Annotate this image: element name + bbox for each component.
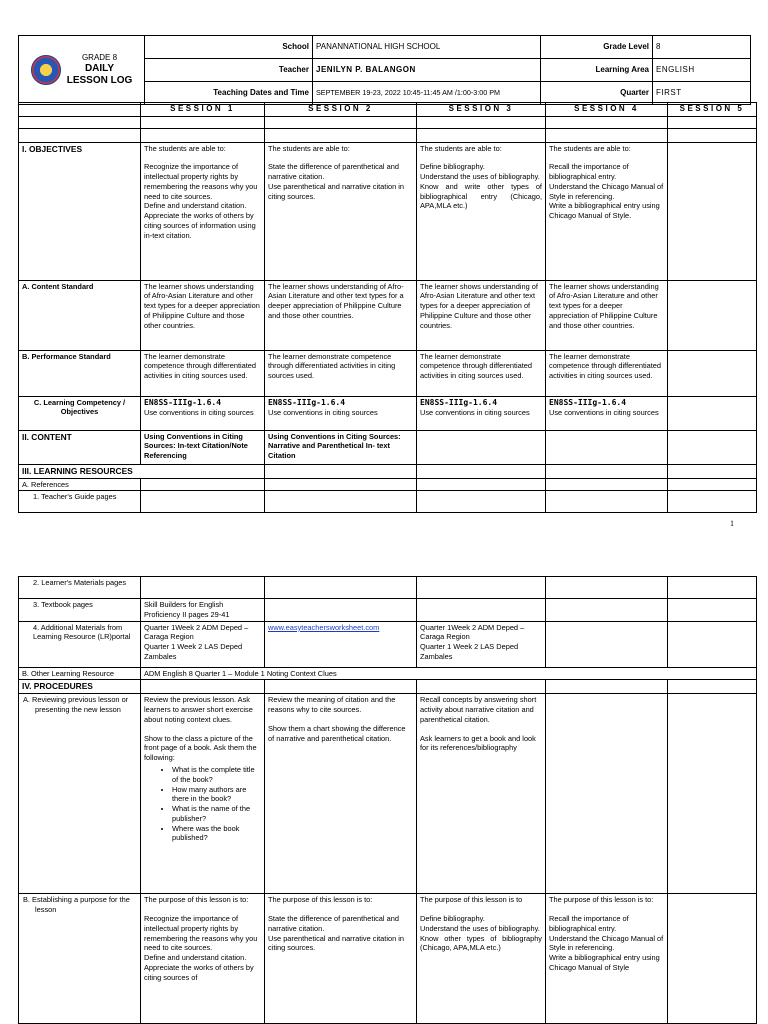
competency-s2: EN8SS-IIIg-1.6.4 Use conventions in citing sources — [265, 396, 417, 430]
competency-s4: EN8SS-IIIg-1.6.4 Use conventions in citing sources — [546, 396, 668, 430]
procedure-b-s1: The purpose of this lesson is to: Recognize the importance of intellectual property rights by remembering the reasons why you need to cite sources. Define and understand citation. Appreciate the works of others by citing sources of — [141, 894, 265, 1024]
dates-label: Teaching Dates and Time — [145, 82, 313, 105]
objectives-label: I. OBJECTIVES — [19, 142, 141, 280]
learning-area-label: Learning Area — [541, 59, 653, 82]
session-4-header: SESSION 4 — [546, 103, 668, 117]
header-logo-cell — [19, 36, 145, 105]
procedure-b-s2: The purpose of this lesson is to: State the difference of parenthetical and narrative citation. Use parenthetical and narrative citation in citing sources. — [265, 894, 417, 1024]
performance-standard-s2: The learner demonstrate competence through differentiated activities in citing sources used. — [265, 350, 417, 396]
competency-s1: EN8SS-IIIg-1.6.4 Use conventions in citing sources — [141, 396, 265, 430]
quarter-label: Quarter — [541, 82, 653, 105]
quarter-value: FIRST — [653, 82, 751, 105]
title-daily: DAILY — [84, 62, 115, 74]
performance-standard-s1: The learner demonstrate competence through differentiated activities in citing sources used. — [141, 350, 265, 396]
additional-s2 — [265, 621, 417, 667]
easyteachersworksheet-link[interactable]: www.easyteachersworksheet.com — [268, 622, 380, 632]
grade-level-value: 8 — [653, 36, 751, 59]
competency-s3: EN8SS-IIIg-1.6.4 Use conventions in citing sources — [417, 396, 546, 430]
procedure-b-label: B. Establishing a purpose for the lesson — [19, 894, 141, 1024]
procedure-a-label: A. Reviewing previous lesson or presenting the new lesson — [19, 694, 141, 894]
teacher-value: JENILYN P. BALANGON — [313, 59, 541, 82]
learning-resources-label: III. LEARNING RESOURCES — [19, 464, 265, 478]
objectives-s3: The students are able to: Define bibliography. Understand the uses of bibliography. Know and write other types of bibliographical entry (Chicago, APA,MLA etc.) — [417, 142, 546, 280]
content-standard-s4: The learner shows understanding of Afro-Asian Literature and other text types for a deeper appreciation of Philippine Culture and those other countries. — [546, 280, 668, 350]
additional-s1: Quarter 1Week 2 ADM Deped – Caraga Region Quarter 1 Week 2 LAS Deped Zambales — [141, 621, 265, 667]
other-resource-label: B. Other Learning Resource — [19, 667, 141, 680]
objectives-s1: The students are able to: Recognize the importance of intellectual property rights by remembering the reasons why you need to cite sources. Define and understand citation. Appreciate the works of others by citing sources of information using in-text citation. — [141, 142, 265, 280]
content-s1: Using Conventions in Citing Sources: In-text Citation/Note Referencing — [141, 430, 265, 464]
objectives-s4: The students are able to: Recall the importance of bibliographical entry. Understand the Chicago Manual of Style in referencing. Write a bibliographical entry using Chicago Manual of Style. — [546, 142, 668, 280]
procedure-a-s2: Review the meaning of citation and the reasons why to cite sources. Show them a chart showing the difference of narrative and parenthetical citation. — [265, 694, 417, 894]
other-resource-s1: ADM English 8 Quarter 1 – Module 1 Noting Context Clues — [141, 667, 757, 680]
session-3-header: SESSION 3 — [417, 103, 546, 117]
dates-value: SEPTEMBER 19-23, 2022 10:45-11:45 AM /1:00-3:00 PM — [313, 82, 541, 105]
content-label: II. CONTENT — [19, 430, 141, 464]
teachers-guide-label: 1. Teacher's Guide pages — [19, 491, 141, 513]
procedure-a-s1: Review the previous lesson. Ask learners to answer short exercise about noting context clues. Show to the class a picture of the front page of a book. Ask them the following: • What is the complete title of the book? • How many authors are there in the book? • What is the name of the publisher? • Where was the book published? — [141, 694, 265, 894]
page-number: 1 — [730, 519, 734, 528]
content-standard-label: A. Content Standard — [19, 280, 141, 350]
lesson-table-page2 — [18, 576, 757, 1024]
additional-materials-label: 4. Additional Materials from Learning Resource (LR)portal — [19, 621, 141, 667]
performance-standard-s4: The learner demonstrate competence through differentiated activities in citing sources used. — [546, 350, 668, 396]
title-lesson-log: LESSON LOG — [66, 75, 133, 86]
session-5-header: SESSION 5 — [668, 103, 757, 117]
question-list: • What is the complete title of the book? • How many authors are there in the book? • What is the name of the publisher? • Where was the book published? — [144, 765, 261, 843]
lesson-table-page1 — [18, 102, 757, 513]
session-2-header: SESSION 2 — [265, 103, 417, 117]
teacher-label: Teacher — [145, 59, 313, 82]
procedures-label: IV. PROCEDURES — [19, 680, 141, 694]
grade-level-label: Grade Level — [541, 36, 653, 59]
textbook-s1: Skill Builders for English Proficiency II pages 29-41 — [141, 599, 265, 622]
competency-label: C. Learning Competency / Objectives — [19, 396, 141, 430]
learners-materials-label: 2. Learner's Materials pages — [19, 577, 141, 599]
procedure-b-s3: The purpose of this lesson is to Define bibliography. Understand the uses of bibliography. Know other types of bibliography (Chicago, APA,MLA etc.) — [417, 894, 546, 1024]
learning-area-value: ENGLISH — [653, 59, 751, 82]
performance-standard-label: B. Performance Standard — [19, 350, 141, 396]
references-label: A. References — [19, 478, 141, 491]
additional-s3: Quarter 1Week 2 ADM Deped – Caraga Region Quarter 1 Week 2 LAS Deped Zambales — [417, 621, 546, 667]
header-table — [18, 35, 751, 105]
deped-seal-icon — [31, 55, 61, 85]
grade-text: GRADE 8 — [81, 52, 118, 62]
procedure-a-s3: Recall concepts by answering short activity about narrative citation and parenthetical citation. Ask learners to get a book and look for its references/bibliography — [417, 694, 546, 894]
textbook-label: 3. Textbook pages — [19, 599, 141, 622]
content-standard-s2: The learner shows understanding of Afro-Asian Literature and other text types for a deeper appreciation of Philippine Culture and those other countries. — [265, 280, 417, 350]
objectives-s2: The students are able to: State the difference of parenthetical and narrative citation. Use parenthetical and narrative citation in citing sources. — [265, 142, 417, 280]
content-standard-s3: The learner shows understanding of Afro-Asian Literature and other text types for a deeper appreciation of Philippine Culture and those other countries. — [417, 280, 546, 350]
procedure-b-s4: The purpose of this lesson is to: Recall the importance of bibliographical entry. Understand the Chicago Manual of Style in referencing. Write a bibliographical entry using Chicago Manual of Style — [546, 894, 668, 1024]
school-value: PANANNATIONAL HIGH SCHOOL — [313, 36, 541, 59]
content-standard-s1: The learner shows understanding of Afro-Asian Literature and other text types for a deeper appreciation of Philippine Culture and those other countries. — [141, 280, 265, 350]
blank-header-cell — [19, 103, 141, 117]
content-s2: Using Conventions in Citing Sources: Narrative and Parenthetical In- text Citation — [265, 430, 417, 464]
school-label: School — [145, 36, 313, 59]
session-1-header: SESSION 1 — [141, 103, 265, 117]
performance-standard-s3: The learner demonstrate competence through differentiated activities in citing sources used. — [417, 350, 546, 396]
